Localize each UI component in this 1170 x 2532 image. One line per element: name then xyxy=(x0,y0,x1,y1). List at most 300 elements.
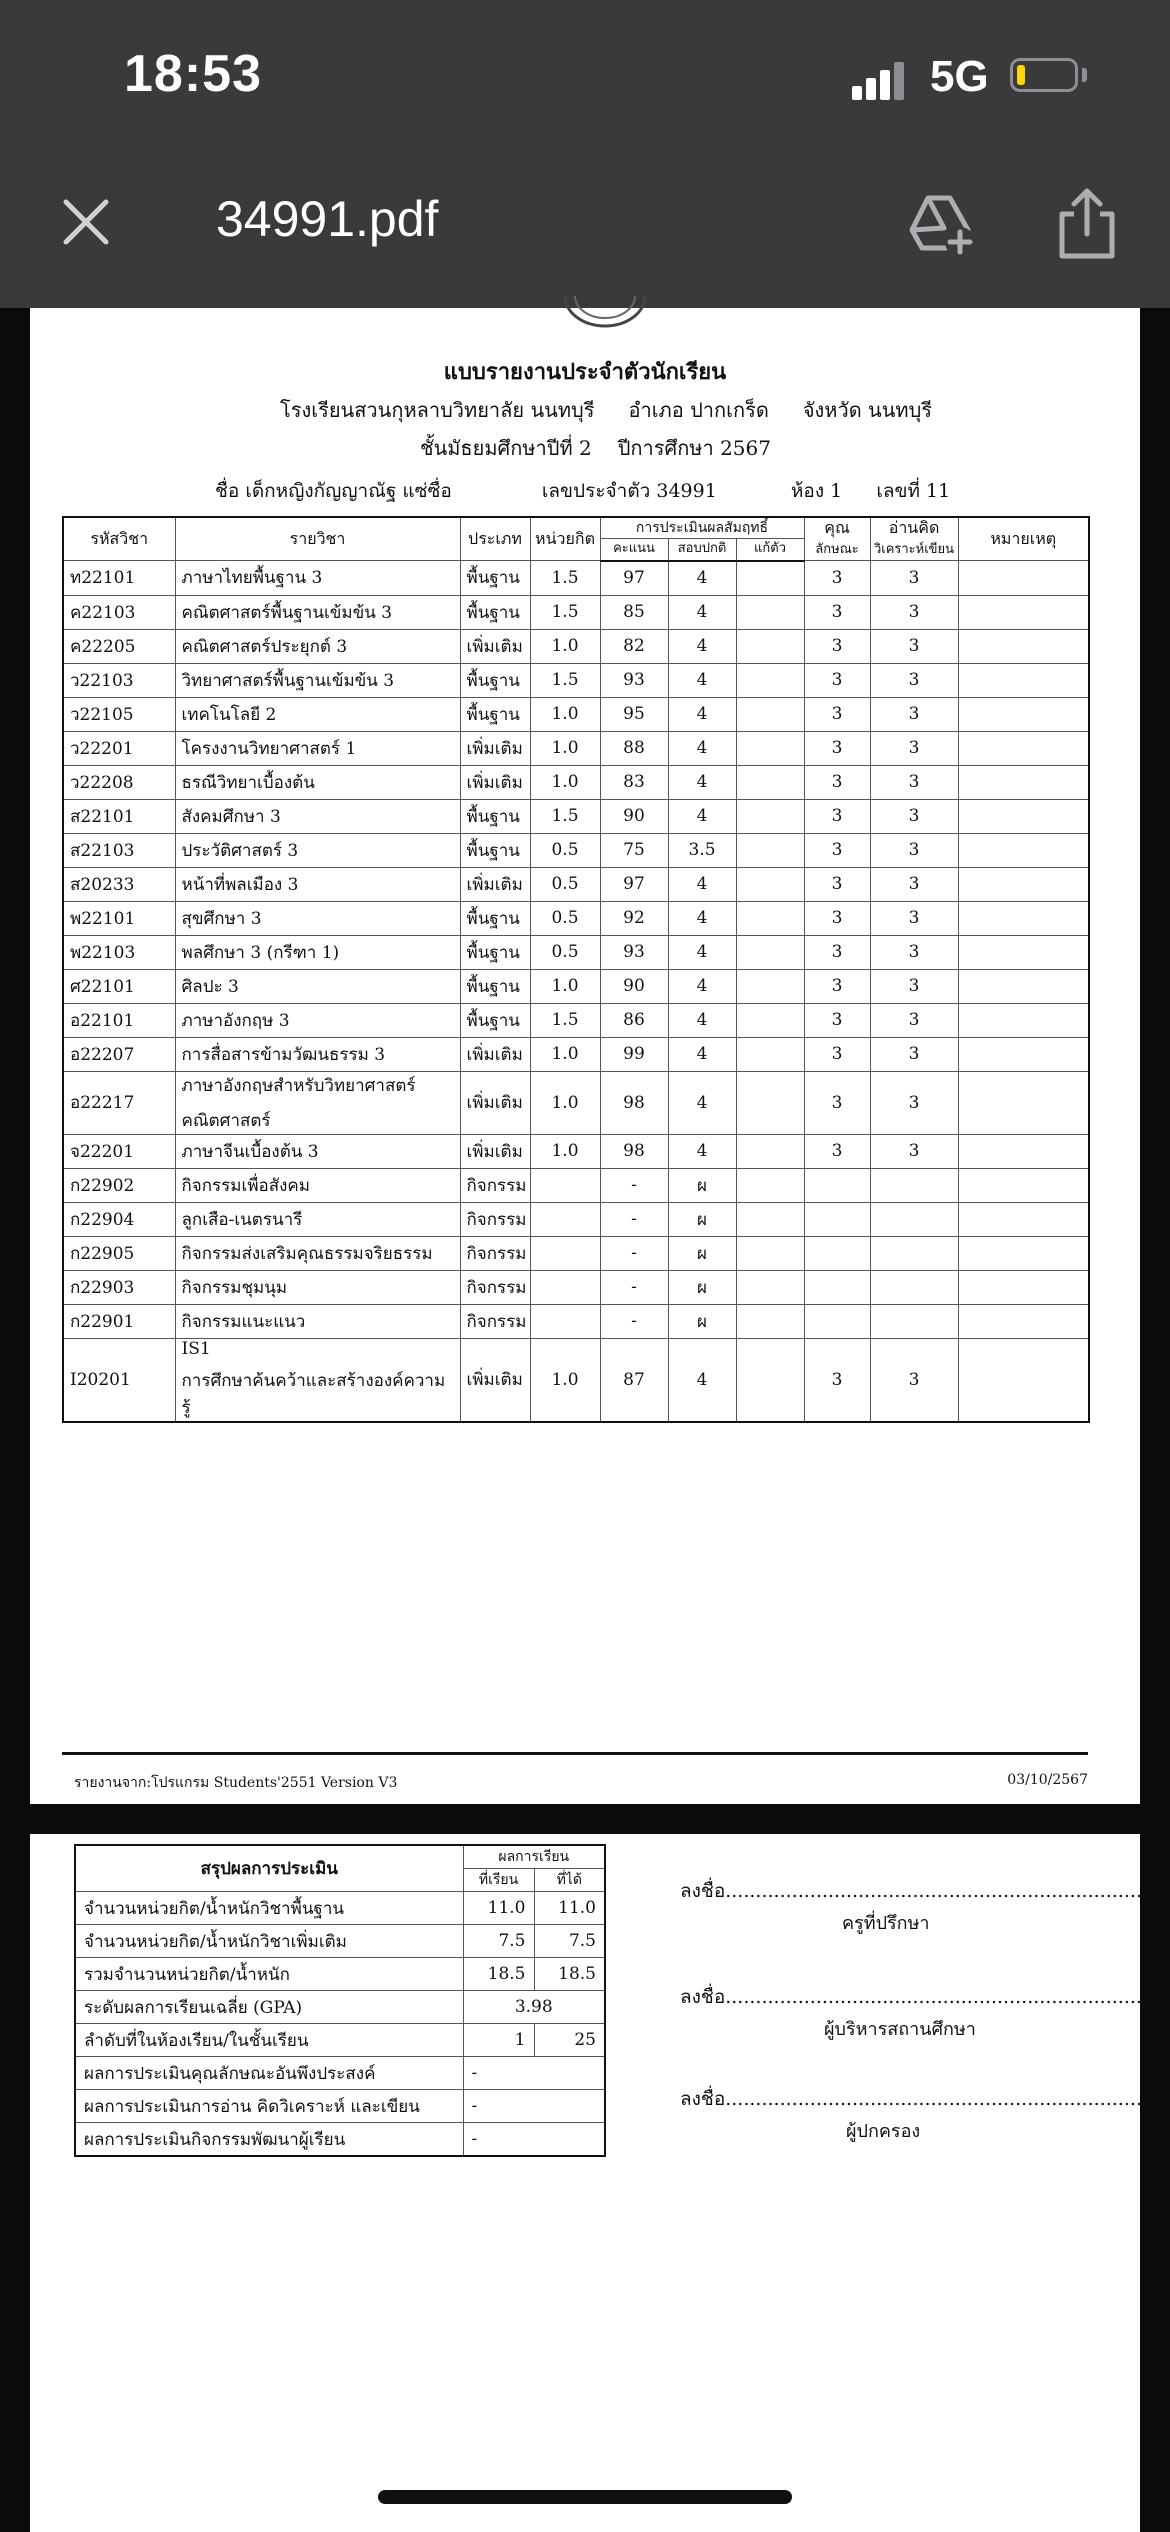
cell-reading: 3 xyxy=(870,629,958,663)
header-reading: อ่านคิด วิเคราะห์เขียน xyxy=(870,517,958,561)
header-trait: คุณ ลักษณะ xyxy=(804,517,870,561)
cell-grade: 4 xyxy=(668,1003,736,1037)
summary-row-activity xyxy=(75,2123,605,2157)
cell-credit: 1.0 xyxy=(530,629,600,663)
cell-type: เพิ่มเติม xyxy=(460,731,530,765)
cell-retest xyxy=(736,867,804,901)
cell-type: กิจกรรม xyxy=(460,1270,530,1304)
cell-type: กิจกรรม xyxy=(460,1304,530,1338)
cell-grade: 4 xyxy=(668,663,736,697)
table-row xyxy=(63,731,1089,765)
cell-score: 86 xyxy=(600,1003,668,1037)
cell-retest xyxy=(736,969,804,1003)
cell-code: ก22901 xyxy=(63,1304,175,1338)
cell-trait: 3 xyxy=(804,867,870,901)
cell-retest xyxy=(736,901,804,935)
cell-credit: 1.0 xyxy=(530,1037,600,1071)
cell-retest xyxy=(736,1236,804,1270)
cell-note xyxy=(958,1037,1089,1071)
header-grade: สอบปกติ xyxy=(668,539,736,561)
cell-note xyxy=(958,1003,1089,1037)
cell-type: พื้นฐาน xyxy=(460,561,530,596)
cell-reading: 3 xyxy=(870,1071,958,1134)
cell-credit: 1.0 xyxy=(530,765,600,799)
status-time: 18:53 xyxy=(124,45,262,103)
cell-reading xyxy=(870,1168,958,1202)
cell-trait: 3 xyxy=(804,1071,870,1134)
cell-credit: 1.5 xyxy=(530,663,600,697)
cell-subject: ประวัติศาสตร์ 3 xyxy=(175,833,460,867)
cell-score: - xyxy=(600,1202,668,1236)
table-row xyxy=(63,1338,1089,1422)
cell-retest xyxy=(736,697,804,731)
cell-note xyxy=(958,1168,1089,1202)
cell-code: ว22103 xyxy=(63,663,175,697)
cell-reading xyxy=(870,1270,958,1304)
table-row xyxy=(63,663,1089,697)
cell-credit: 1.5 xyxy=(530,1003,600,1037)
close-button[interactable] xyxy=(56,192,116,252)
cell-code: ก22904 xyxy=(63,1202,175,1236)
table-row xyxy=(63,901,1089,935)
signature-role-parent: ผู้ปกครอง xyxy=(846,2121,921,2142)
cell-score: 85 xyxy=(600,595,668,629)
summary-label: ผลการประเมินกิจกรรมพัฒนาผู้เรียน xyxy=(75,2123,463,2157)
cell-score: 75 xyxy=(600,833,668,867)
cell-subject: สังคมศึกษา 3 xyxy=(175,799,460,833)
cell-grade: ผ xyxy=(668,1236,736,1270)
summary-value: 18.5 xyxy=(463,1958,534,1991)
summary-label: ลำดับที่ในห้องเรียน/ในชั้นเรียน xyxy=(75,2024,463,2057)
cell-reading: 3 xyxy=(870,731,958,765)
cell-trait: 3 xyxy=(804,629,870,663)
cell-grade: 3.5 xyxy=(668,833,736,867)
cell-note xyxy=(958,969,1089,1003)
cell-subject: การสื่อสารข้ามวัฒนธรรม 3 xyxy=(175,1037,460,1071)
cell-reading: 3 xyxy=(870,1037,958,1071)
cell-reading: 3 xyxy=(870,697,958,731)
cell-retest xyxy=(736,1338,804,1422)
cell-grade: 4 xyxy=(668,935,736,969)
summary-earned-header: ที่ได้ xyxy=(534,1869,605,1892)
summary-title: สรุปผลการประเมิน xyxy=(75,1845,463,1892)
cell-subject: กิจกรรมแนะแนว xyxy=(175,1304,460,1338)
cell-credit xyxy=(530,1202,600,1236)
summary-value: 11.0 xyxy=(463,1892,534,1925)
summary-enrolled-header: ที่เรียน xyxy=(463,1869,534,1892)
pdf-page-2 xyxy=(30,1834,1140,2532)
cell-code: ก22902 xyxy=(63,1168,175,1202)
header-credit: หน่วยกิต xyxy=(530,517,600,561)
cell-trait: 3 xyxy=(804,731,870,765)
cell-note xyxy=(958,1134,1089,1168)
cell-score: 97 xyxy=(600,561,668,596)
cell-reading xyxy=(870,1236,958,1270)
cell-grade: 4 xyxy=(668,697,736,731)
summary-label: รวมจำนวนหน่วยกิต/น้ำหนัก xyxy=(75,1958,463,1991)
cell-score: 87 xyxy=(600,1338,668,1422)
cell-credit: 1.0 xyxy=(530,969,600,1003)
cell-subject: สุขศึกษา 3 xyxy=(175,901,460,935)
close-icon xyxy=(56,192,116,252)
cell-credit: 1.5 xyxy=(530,561,600,596)
cell-grade: 4 xyxy=(668,1338,736,1422)
table-row xyxy=(63,1270,1089,1304)
table-row xyxy=(63,799,1089,833)
summary-row-rank xyxy=(75,2024,605,2057)
cell-code: ว22201 xyxy=(63,731,175,765)
cell-retest xyxy=(736,1168,804,1202)
header-score: คะแนน xyxy=(600,539,668,561)
subject-line-1: ภาษาอังกฤษสำหรับวิทยาศาสตร์ xyxy=(181,1075,416,1096)
cell-credit xyxy=(530,1270,600,1304)
cell-trait: 3 xyxy=(804,901,870,935)
cell-note xyxy=(958,1071,1089,1134)
cell-score: 95 xyxy=(600,697,668,731)
grade-level: ชั้นมัธยมศึกษาปีที่ 2 xyxy=(420,436,592,460)
cell-type: พื้นฐาน xyxy=(460,697,530,731)
cell-code: ค22205 xyxy=(63,629,175,663)
cell-type: พื้นฐาน xyxy=(460,799,530,833)
cell-trait: 3 xyxy=(804,765,870,799)
footer-divider xyxy=(62,1752,1088,1755)
grades-body xyxy=(63,561,1089,1422)
cell-note xyxy=(958,935,1089,969)
cell-type: พื้นฐาน xyxy=(460,595,530,629)
header-eval-group: การประเมินผลสัมฤทธิ์ xyxy=(600,517,804,539)
cell-note xyxy=(958,765,1089,799)
cell-reading: 3 xyxy=(870,561,958,596)
cell-grade: 4 xyxy=(668,1037,736,1071)
cell-subject: เทคโนโลยี 2 xyxy=(175,697,460,731)
cell-code: อ22207 xyxy=(63,1037,175,1071)
signature-line-parent: ลงชื่อ..................................................................... xyxy=(680,2088,1142,2110)
summary-table xyxy=(74,1844,606,2157)
cell-retest xyxy=(736,561,804,596)
cell-score: 97 xyxy=(600,867,668,901)
summary-label: ผลการประเมินคุณลักษณะอันพึงประสงค์ xyxy=(75,2057,463,2090)
cell-reading: 3 xyxy=(870,595,958,629)
district: อำเภอ ปากเกร็ด xyxy=(628,398,769,422)
cell-score: 90 xyxy=(600,969,668,1003)
cell-trait: 3 xyxy=(804,1338,870,1422)
table-row xyxy=(63,935,1089,969)
cell-credit: 0.5 xyxy=(530,901,600,935)
cell-subject xyxy=(175,1071,460,1134)
table-row xyxy=(63,595,1089,629)
table-row xyxy=(63,1003,1089,1037)
table-row xyxy=(63,1134,1089,1168)
cell-subject: ศิลปะ 3 xyxy=(175,969,460,1003)
cell-score: 93 xyxy=(600,663,668,697)
cell-trait: 3 xyxy=(804,697,870,731)
cell-retest xyxy=(736,935,804,969)
cell-code: อ22101 xyxy=(63,1003,175,1037)
cell-note xyxy=(958,1304,1089,1338)
cell-code: ว22105 xyxy=(63,697,175,731)
cell-type: เพิ่มเติม xyxy=(460,629,530,663)
table-row xyxy=(63,629,1089,663)
cell-reading xyxy=(870,1202,958,1236)
cell-note xyxy=(958,629,1089,663)
header-note: หมายเหตุ xyxy=(958,517,1089,561)
cell-grade: 4 xyxy=(668,901,736,935)
cell-retest xyxy=(736,731,804,765)
cell-retest xyxy=(736,833,804,867)
summary-row-extra xyxy=(75,1925,605,1958)
cell-score: - xyxy=(600,1270,668,1304)
cell-code: I20201 xyxy=(63,1338,175,1422)
cell-reading xyxy=(870,1304,958,1338)
table-row xyxy=(63,1071,1089,1134)
add-to-drive-button[interactable] xyxy=(906,188,978,260)
cell-trait: 3 xyxy=(804,799,870,833)
cell-trait: 3 xyxy=(804,1134,870,1168)
cell-subject: คณิตศาสตร์พื้นฐานเข้มข้น 3 xyxy=(175,595,460,629)
cell-credit xyxy=(530,1168,600,1202)
cell-grade: 4 xyxy=(668,731,736,765)
cell-trait xyxy=(804,1168,870,1202)
table-row xyxy=(63,969,1089,1003)
header-code: รหัสวิชา xyxy=(63,517,175,561)
cell-reading: 3 xyxy=(870,901,958,935)
cell-code: ส22101 xyxy=(63,799,175,833)
cell-retest xyxy=(736,663,804,697)
signature-role-advisor: ครูที่ปรึกษา xyxy=(842,1913,930,1934)
cell-trait xyxy=(804,1236,870,1270)
school-seal-icon xyxy=(550,296,660,330)
summary-label: ระดับผลการเรียนเฉลี่ย (GPA) xyxy=(75,1991,463,2024)
cell-credit: 0.5 xyxy=(530,833,600,867)
cell-grade: 4 xyxy=(668,867,736,901)
cell-subject: ธรณีวิทยาเบื้องต้น xyxy=(175,765,460,799)
rank-room: 1 xyxy=(463,2024,534,2057)
cell-code: ก22903 xyxy=(63,1270,175,1304)
cell-retest xyxy=(736,1304,804,1338)
cell-reading: 3 xyxy=(870,1134,958,1168)
summary-value: - xyxy=(463,2057,605,2090)
cell-subject: คณิตศาสตร์ประยุกต์ 3 xyxy=(175,629,460,663)
cell-note xyxy=(958,799,1089,833)
cell-subject: วิทยาศาสตร์พื้นฐานเข้มข้น 3 xyxy=(175,663,460,697)
summary-label: จำนวนหน่วยกิต/น้ำหนักวิชาเพิ่มเติม xyxy=(75,1925,463,1958)
cell-retest xyxy=(736,765,804,799)
cell-retest xyxy=(736,1202,804,1236)
cell-note xyxy=(958,697,1089,731)
cell-credit: 0.5 xyxy=(530,867,600,901)
summary-result-header: ผลการเรียน xyxy=(463,1845,605,1869)
summary-row-basic xyxy=(75,1892,605,1925)
cell-code: ว22208 xyxy=(63,765,175,799)
cell-type: เพิ่มเติม xyxy=(460,1338,530,1422)
table-row xyxy=(63,1037,1089,1071)
cell-reading: 3 xyxy=(870,663,958,697)
cell-note xyxy=(958,1270,1089,1304)
cell-subject: ภาษาไทยพื้นฐาน 3 xyxy=(175,561,460,596)
summary-value: - xyxy=(463,2123,605,2157)
table-row xyxy=(63,833,1089,867)
cell-grade: ผ xyxy=(668,1202,736,1236)
network-label: 5G xyxy=(930,52,989,101)
cell-credit xyxy=(530,1304,600,1338)
home-indicator[interactable] xyxy=(378,2490,792,2504)
grade-line xyxy=(420,432,797,464)
seat-number: เลขที่ 11 xyxy=(876,480,951,502)
cell-note xyxy=(958,901,1089,935)
cell-type: เพิ่มเติม xyxy=(460,867,530,901)
cell-subject: ภาษาจีนเบื้องต้น 3 xyxy=(175,1134,460,1168)
cell-note xyxy=(958,867,1089,901)
cell-trait xyxy=(804,1304,870,1338)
cell-type: พื้นฐาน xyxy=(460,663,530,697)
report-title: แบบรายงานประจำตัวนักเรียน xyxy=(443,359,727,385)
cell-retest xyxy=(736,629,804,663)
summary-label: จำนวนหน่วยกิต/น้ำหนักวิชาพื้นฐาน xyxy=(75,1892,463,1925)
cell-subject: กิจกรรมเพื่อสังคม xyxy=(175,1168,460,1202)
cell-code: ส20233 xyxy=(63,867,175,901)
cell-grade: ผ xyxy=(668,1304,736,1338)
share-button[interactable] xyxy=(1054,186,1120,262)
cell-retest xyxy=(736,595,804,629)
cell-credit: 1.0 xyxy=(530,1134,600,1168)
cell-grade: 4 xyxy=(668,629,736,663)
cell-reading: 3 xyxy=(870,969,958,1003)
cell-trait: 3 xyxy=(804,969,870,1003)
cell-score: - xyxy=(600,1168,668,1202)
cell-reading: 3 xyxy=(870,833,958,867)
cell-retest xyxy=(736,799,804,833)
academic-year: ปีการศึกษา 2567 xyxy=(617,436,771,460)
cell-trait: 3 xyxy=(804,833,870,867)
cell-type: พื้นฐาน xyxy=(460,833,530,867)
cell-credit: 1.0 xyxy=(530,1071,600,1134)
cell-note xyxy=(958,1236,1089,1270)
table-row xyxy=(63,867,1089,901)
summary-value: 7.5 xyxy=(463,1925,534,1958)
cell-subject: ลูกเสือ-เนตรนารี xyxy=(175,1202,460,1236)
summary-label: ผลการประเมินการอ่าน คิดวิเคราะห์ และเขียน xyxy=(75,2090,463,2123)
cell-code: ส22103 xyxy=(63,833,175,867)
cell-credit: 0.5 xyxy=(530,935,600,969)
signature-role-director: ผู้บริหารสถานศึกษา xyxy=(824,2019,976,2040)
cell-type: เพิ่มเติม xyxy=(460,765,530,799)
cell-type: กิจกรรม xyxy=(460,1236,530,1270)
school-name: โรงเรียนสวนกุหลาบวิทยาลัย นนทบุรี xyxy=(280,398,595,422)
cell-subject: พลศึกษา 3 (กรีฑา 1) xyxy=(175,935,460,969)
cell-note xyxy=(958,1202,1089,1236)
cell-trait: 3 xyxy=(804,935,870,969)
cell-type: กิจกรรม xyxy=(460,1202,530,1236)
province: จังหวัด นนทบุรี xyxy=(802,398,933,422)
cell-grade: 4 xyxy=(668,765,736,799)
share-icon xyxy=(1054,186,1120,262)
cell-code: ก22905 xyxy=(63,1236,175,1270)
cell-credit: 1.0 xyxy=(530,731,600,765)
cell-subject: กิจกรรมชุมนุม xyxy=(175,1270,460,1304)
cell-grade: 4 xyxy=(668,595,736,629)
cell-grade: 4 xyxy=(668,1134,736,1168)
cell-score: 99 xyxy=(600,1037,668,1071)
cell-trait xyxy=(804,1202,870,1236)
summary-row-reading xyxy=(75,2090,605,2123)
app-header xyxy=(0,0,1170,308)
cell-type: พื้นฐาน xyxy=(460,901,530,935)
summary-value: 18.5 xyxy=(534,1958,605,1991)
subject-line-2: การศึกษาค้นคว้าและสร้างองค์ความรู้ xyxy=(181,1370,446,1418)
cell-reading: 3 xyxy=(870,935,958,969)
cell-subject xyxy=(175,1338,460,1422)
cell-retest xyxy=(736,1003,804,1037)
cell-code: ศ22101 xyxy=(63,969,175,1003)
table-row xyxy=(63,1304,1089,1338)
student-info xyxy=(215,476,950,506)
cell-type: เพิ่มเติม xyxy=(460,1134,530,1168)
subject-line-1: IS1 xyxy=(181,1338,211,1359)
cell-trait: 3 xyxy=(804,561,870,596)
cell-trait: 3 xyxy=(804,1003,870,1037)
summary-row-trait xyxy=(75,2057,605,2090)
cell-type: เพิ่มเติม xyxy=(460,1037,530,1071)
cell-subject: ภาษาอังกฤษ 3 xyxy=(175,1003,460,1037)
table-row xyxy=(63,1168,1089,1202)
cell-credit: 1.5 xyxy=(530,799,600,833)
cell-code: พ22103 xyxy=(63,935,175,969)
cell-note xyxy=(958,595,1089,629)
signature-line-director: ลงชื่อ..................................................................... xyxy=(680,1986,1142,2008)
cell-retest xyxy=(736,1071,804,1134)
cell-grade: 4 xyxy=(668,561,736,596)
pdf-page-1 xyxy=(30,308,1140,1804)
cell-score: 98 xyxy=(600,1071,668,1134)
cell-grade: 4 xyxy=(668,799,736,833)
cell-type: กิจกรรม xyxy=(460,1168,530,1202)
battery-icon xyxy=(1010,58,1078,92)
cell-code: ท22101 xyxy=(63,561,175,596)
cell-type: เพิ่มเติม xyxy=(460,1071,530,1134)
signature-line-advisor: ลงชื่อ..................................................................... xyxy=(680,1880,1142,1902)
cell-note xyxy=(958,1338,1089,1422)
cell-code: จ22201 xyxy=(63,1134,175,1168)
cell-type: พื้นฐาน xyxy=(460,935,530,969)
cell-retest xyxy=(736,1134,804,1168)
cell-code: ค22103 xyxy=(63,595,175,629)
cell-note xyxy=(958,561,1089,596)
cell-trait: 3 xyxy=(804,663,870,697)
cell-code: อ22217 xyxy=(63,1071,175,1134)
summary-row-total xyxy=(75,1958,605,1991)
cell-grade: 4 xyxy=(668,1071,736,1134)
cell-credit: 1.0 xyxy=(530,1338,600,1422)
cell-reading: 3 xyxy=(870,799,958,833)
room: ห้อง 1 xyxy=(790,480,843,502)
cell-trait: 3 xyxy=(804,1037,870,1071)
summary-value: 11.0 xyxy=(534,1892,605,1925)
header-subject: รายวิชา xyxy=(175,517,460,561)
cell-credit: 1.0 xyxy=(530,697,600,731)
cell-reading: 3 xyxy=(870,1003,958,1037)
signal-icon xyxy=(852,60,904,100)
document-title: 34991.pdf xyxy=(216,191,439,247)
school-line xyxy=(280,394,966,426)
header-type: ประเภท xyxy=(460,517,530,561)
gpa-value: 3.98 xyxy=(463,1991,605,2024)
cell-subject: หน้าที่พลเมือง 3 xyxy=(175,867,460,901)
table-row xyxy=(63,1202,1089,1236)
subject-line-2: คณิตศาสตร์ xyxy=(181,1110,271,1131)
cell-score: 98 xyxy=(600,1134,668,1168)
cell-score: 82 xyxy=(600,629,668,663)
cell-score: 88 xyxy=(600,731,668,765)
